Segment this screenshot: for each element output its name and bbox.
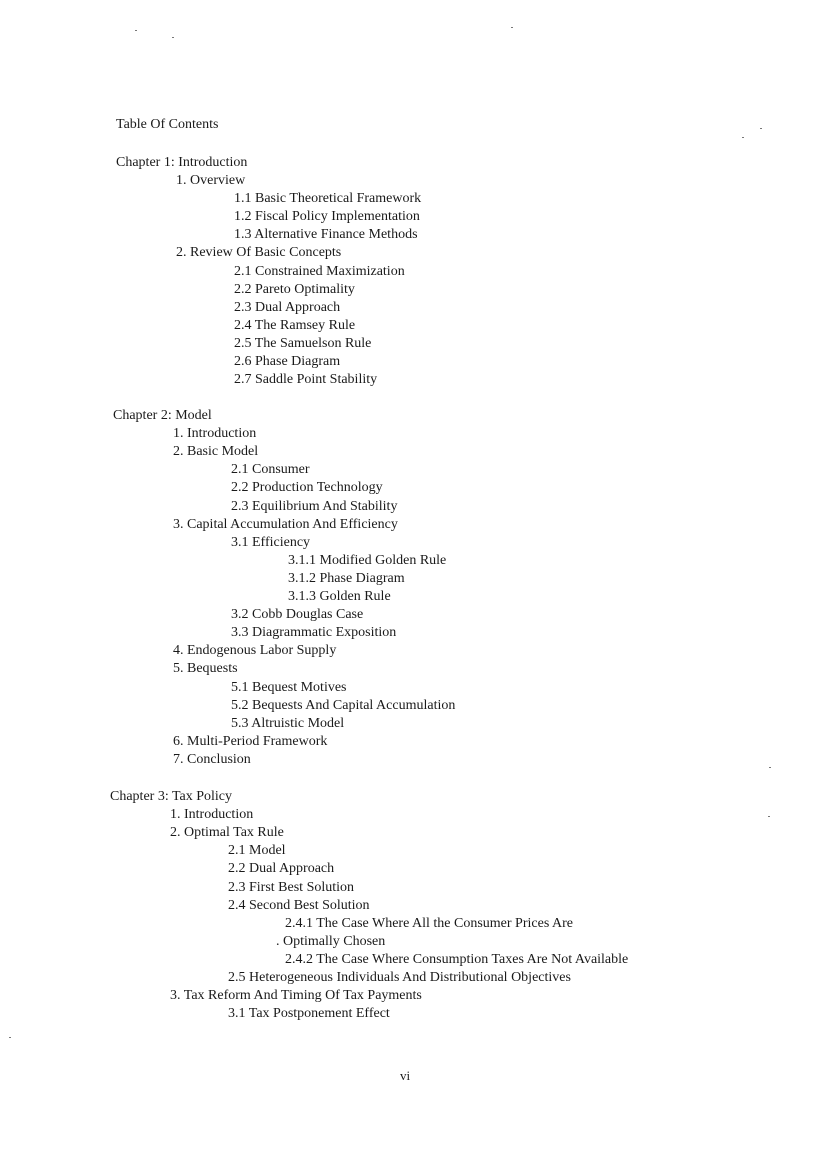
toc-entry: 2.7 Saddle Point Stability [234, 372, 378, 387]
toc-entry: 2.5 Heterogeneous Individuals And Distributional Objectives [228, 970, 571, 985]
page-title: Table Of Contents [116, 117, 219, 132]
toc-entry: 3.1 Tax Postponement Effect [228, 1006, 390, 1021]
toc-entry: 2.1 Consumer [231, 462, 310, 477]
toc-entry: 1.2 Fiscal Policy Implementation [234, 209, 420, 224]
toc-entry: 3.1 Efficiency [231, 535, 311, 550]
toc-entry: 5. Bequests [173, 661, 238, 676]
toc-entry: 2.3 Dual Approach [234, 300, 341, 315]
scan-speck [760, 128, 762, 129]
toc-entry: 3. Capital Accumulation And Efficiency [173, 517, 398, 532]
toc-entry: 1. Overview [176, 173, 246, 188]
scan-speck [9, 1037, 11, 1038]
toc-entry: 2.3 First Best Solution [228, 880, 355, 895]
toc-entry: 2.3 Equilibrium And Stability [231, 499, 398, 514]
toc-entry: 2.1 Constrained Maximization [234, 264, 405, 279]
toc-entry: 5.1 Bequest Motives [231, 680, 347, 695]
toc-entry: 2.4 Second Best Solution [228, 898, 370, 913]
toc-entry: 3.1.2 Phase Diagram [288, 571, 405, 586]
page-number: vi [400, 1068, 411, 1083]
toc-chapter-heading: Chapter 1: Introduction [116, 155, 248, 170]
toc-entry: 3.2 Cobb Douglas Case [231, 607, 364, 622]
toc-entry: 1. Introduction [170, 807, 254, 822]
toc-entry: 2.6 Phase Diagram [234, 354, 341, 369]
toc-entry: . Optimally Chosen [276, 934, 386, 949]
toc-entry: 3. Tax Reform And Timing Of Tax Payments [170, 988, 422, 1003]
toc-entry: 5.3 Altruistic Model [231, 716, 345, 731]
toc-entry: 7. Conclusion [173, 752, 251, 767]
toc-entry: 1.1 Basic Theoretical Framework [234, 191, 422, 206]
toc-entry: 2.4 The Ramsey Rule [234, 318, 356, 333]
toc-entry: 1. Introduction [173, 426, 257, 441]
scan-speck [742, 137, 744, 138]
scan-speck [511, 27, 513, 28]
toc-entry: 3.3 Diagrammatic Exposition [231, 625, 397, 640]
toc-entry: 4. Endogenous Labor Supply [173, 643, 337, 658]
toc-entry: 1.3 Alternative Finance Methods [234, 227, 418, 242]
toc-entry: 2.2 Production Technology [231, 480, 383, 495]
toc-entry: 2.4.1 The Case Where All the Consumer Prices Are [285, 916, 573, 931]
toc-entry: 2.1 Model [228, 843, 286, 858]
toc-entry: 5.2 Bequests And Capital Accumulation [231, 698, 456, 713]
scan-speck [172, 37, 174, 38]
toc-entry: 2.4.2 The Case Where Consumption Taxes Are Not Available [285, 952, 629, 967]
toc-entry: 3.1.3 Golden Rule [288, 589, 391, 604]
toc-entry: 2.2 Dual Approach [228, 861, 335, 876]
toc-entry: 2. Review Of Basic Concepts [176, 245, 342, 260]
toc-entry: 2.5 The Samuelson Rule [234, 336, 372, 351]
scan-speck [135, 30, 137, 31]
toc-entry: 2. Basic Model [173, 444, 259, 459]
toc-chapter-heading: Chapter 3: Tax Policy [110, 789, 233, 804]
toc-entry: 6. Multi-Period Framework [173, 734, 328, 749]
toc-entry: 2. Optimal Tax Rule [170, 825, 284, 840]
toc-entry: 3.1.1 Modified Golden Rule [288, 553, 447, 568]
toc-chapter-heading: Chapter 2: Model [113, 408, 212, 423]
scan-speck [768, 816, 770, 817]
scan-speck [769, 767, 771, 768]
toc-entry: 2.2 Pareto Optimality [234, 282, 355, 297]
